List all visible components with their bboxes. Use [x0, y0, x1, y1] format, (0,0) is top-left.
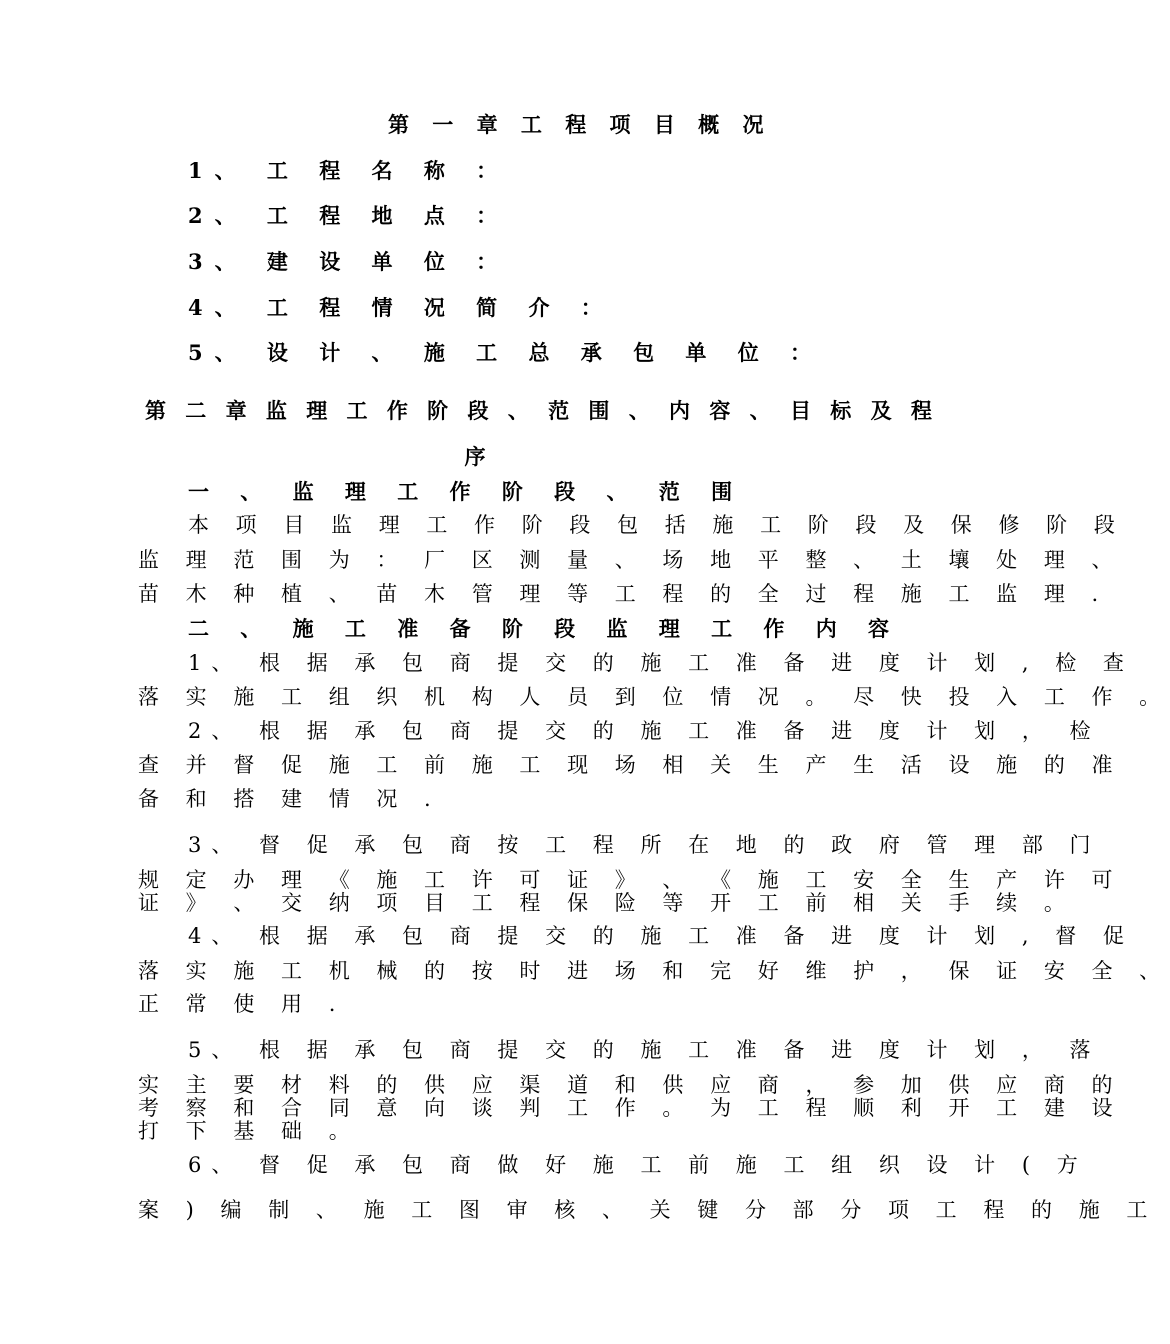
chapter1-item-5: 5、 设 计 、 施 工 总 承 包 单 位 ： — [188, 340, 824, 365]
paragraph-3-line: 规 定 办 理 《 施 工 许 可 证 》 、 《 施 工 安 全 生 产 许 可 — [138, 868, 1123, 892]
paragraph-5-line: 考 察 和 合 同 意 向 谈 判 工 作 。 为 工 程 顺 利 开 工 建 设 — [138, 1096, 1123, 1120]
paragraph-4-line: 4、 根 据 承 包 商 提 交 的 施 工 准 备 进 度 计 划 , 督 促 — [188, 924, 1134, 948]
paragraph-5-line: 实 主 要 材 料 的 供 应 渠 道 和 供 应 商 ， 参 加 供 应 商 的 — [138, 1073, 1123, 1097]
chapter1-title: 第 一 章 工 程 项 目 概 况 — [388, 112, 772, 137]
paragraph-2-line: 备 和 搭 建 情 况 . — [138, 787, 441, 811]
chapter2-title: 第 二 章 监 理 工 作 阶 段 、 范 围 、 内 容 、 目 标 及 程 — [145, 398, 938, 423]
paragraph-2-line: 2、 根 据 承 包 商 提 交 的 施 工 准 备 进 度 计 划 ， 检 — [188, 719, 1101, 743]
section2-heading: 二 、 施 工 准 备 阶 段 监 理 工 作 内 容 — [188, 616, 902, 641]
paragraph-6-line: 案 ) 编 制 、 施 工 图 审 核 、 关 键 分 部 分 项 工 程 的 施 工 — [138, 1198, 1158, 1222]
chapter1-item-3: 3、 建 设 单 位 ： — [188, 249, 510, 274]
paragraph-1-line: 1、 根 据 承 包 商 提 交 的 施 工 准 备 进 度 计 划 , 检 查 — [188, 651, 1134, 675]
paragraph-5-line: 5、 根 据 承 包 商 提 交 的 施 工 准 备 进 度 计 划 ， 落 — [188, 1038, 1101, 1062]
section1-line: 监 理 范 围 为 ： 厂 区 测 量 、 场 地 平 整 、 土 壤 处 理 、 — [138, 548, 1123, 572]
chapter2-title-continued: 序 — [464, 444, 486, 469]
chapter1-item-4: 4、 工 程 情 况 简 介 ： — [188, 295, 614, 320]
paragraph-5-line: 打 下 基 础 。 — [138, 1119, 360, 1143]
chapter1-item-1: 1、 工 程 名 称 ： — [188, 158, 510, 183]
section1-line: 苗 木 种 植 、 苗 木 管 理 等 工 程 的 全 过 程 施 工 监 理 . — [138, 582, 1109, 606]
section1-heading: 一 、 监 理 工 作 阶 段 、 范 围 — [188, 479, 745, 504]
chapter1-item-2: 2、 工 程 地 点 ： — [188, 203, 510, 228]
paragraph-6-line: 6、 督 促 承 包 商 做 好 施 工 前 施 工 组 织 设 计 ( 方 — [188, 1153, 1088, 1177]
section1-line: 本 项 目 监 理 工 作 阶 段 包 括 施 工 阶 段 及 保 修 阶 段 — [188, 513, 1125, 537]
paragraph-1-line: 落 实 施 工 组 织 机 构 人 员 到 位 情 况 。 尽 快 投 入 工 作 。 — [138, 685, 1170, 709]
paragraph-3-line: 3、 督 促 承 包 商 按 工 程 所 在 地 的 政 府 管 理 部 门 — [188, 833, 1101, 857]
paragraph-3-line: 证 》 、 交 纳 项 目 工 程 保 险 等 开 工 前 相 关 手 续 。 — [138, 891, 1075, 915]
paragraph-4-line: 正 常 使 用 . — [138, 992, 346, 1016]
paragraph-2-line: 查 并 督 促 施 工 前 施 工 现 场 相 关 生 产 生 活 设 施 的 准 — [138, 753, 1123, 777]
paragraph-4-line: 落 实 施 工 机 械 的 按 时 进 场 和 完 好 维 护 ， 保 证 安 全 、 — [138, 959, 1170, 983]
